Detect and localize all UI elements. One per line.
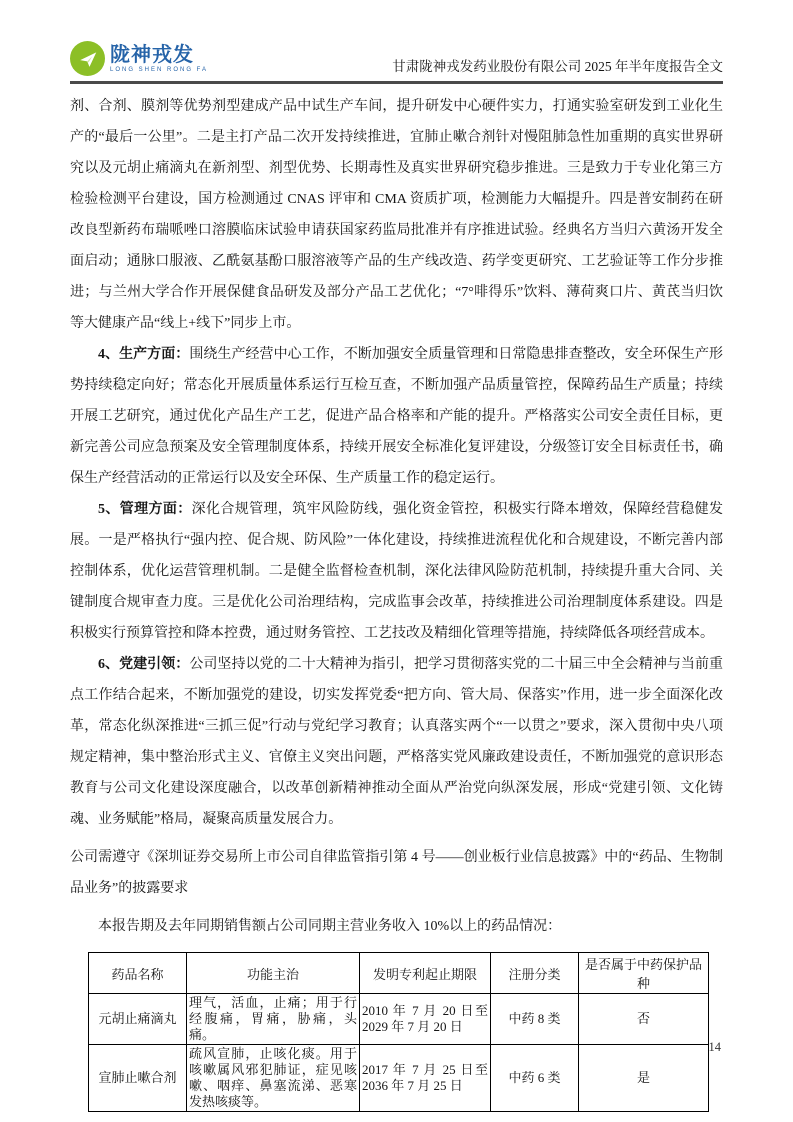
paragraph-table-intro xyxy=(70,911,723,942)
table-cell: 中药 6 类 xyxy=(491,1045,579,1112)
table-cell: 元胡止痛滴丸 xyxy=(89,994,187,1045)
paragraph-management xyxy=(70,494,723,649)
report-header-title: 甘肃陇神戎发药业股份有限公司 2025 年半年度报告全文 xyxy=(392,59,723,74)
paragraph-text: 围绕生产经营中心工作，不断加强安全质量管理和日常隐患排查整改，安全环保生产形势持续稳定向好；常态化开展质量体系运行互检互查，不断加强产品质量管控，保障药品生产质量；持续开展工艺研究，通过优化产品生产工艺，促进产品合格率和产能的提升。严格落实公司安全责任目标，更新完善公司应急预案及安全管理制度体系，持续开展安全标准化复评建设，分级签订安全目标责任书，确保生产经营活动的正常运行以及安全环保、生产质量工作的稳定运行。 xyxy=(70,347,724,486)
table-cell: 理气，活血，止痛；用于行经腹痛，胃痛，胁痛，头痛。 xyxy=(187,994,360,1045)
table-row xyxy=(89,1045,709,1112)
drug-products-table-wrap xyxy=(88,952,723,1112)
table-cell: 2010 年 7 月 20 日至 2029 年 7 月 20 日 xyxy=(360,994,491,1045)
page-header xyxy=(70,0,723,84)
paragraph-disclosure-requirement xyxy=(70,842,723,904)
table-cell: 否 xyxy=(579,994,709,1045)
table-cell: 宣肺止嗽合剂 xyxy=(89,1045,187,1112)
paragraph-text: 剂、合剂、膜剂等优势剂型建成产品中试生产车间，提升研发中心硬件实力，打通实验室研发到工业化生产的“最后一公里”。二是主打产品二次开发持续推进，宜肺止嗽合剂针对慢阻肺急性加重期的真实世界研究以及元胡止痛滴丸在新剂型、剂型优势、长期毒性及真实世界研究稳步推进。三是致力于专业化第三方检验检测平台建设，国方检测通过 CNAS 评审和 CMA 资质扩项，检测能力大幅提升。四是普安制药在研改良型新药布瑞哌唑口溶膜临床试验申请获国家药监局批准并有序推进试验。经典名方当归六黄汤开发全面启动；通脉口服液、乙酰氨基酚口服溶液等产品的生产线改造、药学变更研究、工艺验证等工作分步推进；与兰州大学合作开展保健食品研发及部分产品工艺优化；“7°啡得乐”饮料、薄荷爽口片、黄芪当归饮等大健康产品“线上+线下”同步上市。 xyxy=(70,99,723,331)
logo-wordmark xyxy=(110,45,208,73)
page-number: 14 xyxy=(708,1040,721,1054)
column-header: 药品名称 xyxy=(89,953,187,994)
logo-brand-en: LONG SHEN RONG FA xyxy=(110,66,209,73)
paragraph-text: 深化合规管理，筑牢风险防线，强化资金管控，积极实行降本增效，保障经营稳健发展。一是严格执行“强内控、促合规、防风险”一体化建设，持续推进流程优化和合规建设，不断完善内部控制体系，优化运营管理机制。二是健全监督检查机制，深化法律风险防范机制，持续提升重大合同、关键制度合规审查力度。三是优化公司治理结构，完成监事会改革，持续推进公司治理制度体系建设。四是积极实行预算管控和降本控费，通过财务管控、工艺技改及精细化管理等措施，持续降低各项经营成本。 xyxy=(70,502,724,641)
drug-products-table xyxy=(88,952,709,1112)
paragraph-text: 公司需遵守《深圳证券交易所上市公司自律监管指引第 4 号——创业板行业信息披露》中的“药品、生物制品业务”的披露要求 xyxy=(70,850,723,896)
paragraph-text: 本报告期及去年同期销售额占公司同期主营业务收入 10%以上的药品情况： xyxy=(98,919,562,934)
table-cell: 中药 8 类 xyxy=(491,994,579,1045)
table-cell: 疏风宣肺，止咳化痰。用于咳嗽属风邪犯肺证，症见咳嗽、咽痒、鼻塞流涕、恶寒发热咳痰等。 xyxy=(187,1045,360,1112)
column-header: 是否属于中药保护品种 xyxy=(579,953,709,994)
column-header: 功能主治 xyxy=(187,953,360,994)
paragraph-lead: 4、生产方面： xyxy=(98,347,190,362)
paragraph-party-building xyxy=(70,649,723,835)
table-header-row xyxy=(89,953,709,994)
paragraph-continuation xyxy=(70,91,723,339)
logo-brand-cn: 陇神戎发 xyxy=(110,43,194,66)
paragraph-lead: 5、管理方面： xyxy=(98,502,192,517)
table-cell: 2017 年 7 月 25 日至 2036 年 7 月 25 日 xyxy=(360,1045,491,1112)
table-row xyxy=(89,994,709,1045)
bird-icon xyxy=(70,41,105,76)
table-cell: 是 xyxy=(579,1045,709,1112)
paragraph-production xyxy=(70,339,723,494)
column-header: 注册分类 xyxy=(491,953,579,994)
column-header: 发明专利起止期限 xyxy=(360,953,491,994)
paragraph-text: 公司坚持以党的二十大精神为指引，把学习贯彻落实党的二十届三中全会精神与当前重点工作结合起来，不断加强党的建设，切实发挥党委“把方向、管大局、保落实”作用，进一步全面深化改革，常态化纵深推进“三抓三促”行动与党纪学习教育；认真落实两个“一以贯之”要求，深入贯彻中央八项规定精神，集中整治形式主义、官僚主义突出问题，严格落实党风廉政建设责任，不断加强党的意识形态教育与公司文化建设深度融合，以改革创新精神推动全面从严治党向纵深发展，形成“党建引领、文化铸魂、业务赋能”格局，凝聚高质量发展合力。 xyxy=(70,657,724,827)
report-body xyxy=(70,84,723,1112)
table-body xyxy=(89,994,709,1112)
company-logo xyxy=(70,41,208,76)
paragraph-lead: 6、党建引领： xyxy=(98,657,190,672)
